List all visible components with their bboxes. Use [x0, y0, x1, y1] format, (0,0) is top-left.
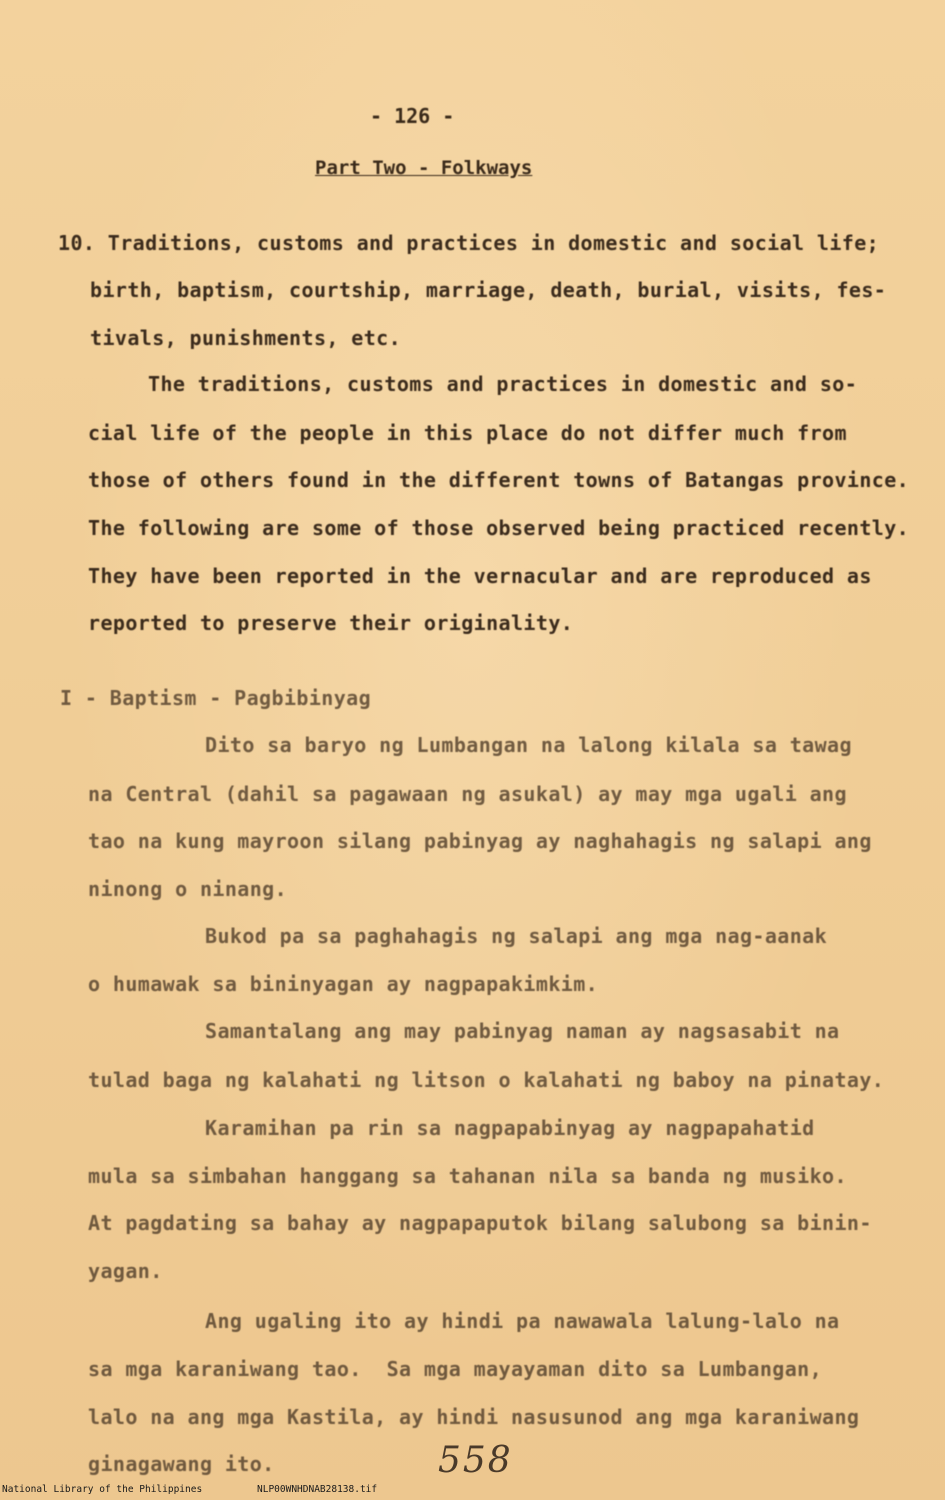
baptism-p5-line-2: sa mga karaniwang tao. Sa mga mayayaman dito sa Lumbangan,: [88, 1357, 823, 1381]
intro-line-3: those of others found in the different towns of Batangas province.: [88, 468, 910, 492]
intro-line-6: reported to preserve their originality.: [88, 611, 574, 635]
baptism-p5-line-4: ginagawang ito.: [88, 1452, 275, 1476]
baptism-p1-line-3: tao na kung mayroon silang pabinyag ay naghahagis ng salapi ang: [88, 829, 872, 853]
intro-line-4: The following are some of those observed being practiced recently.: [88, 516, 910, 540]
baptism-p4-line-4: yagan.: [88, 1259, 163, 1283]
baptism-p3-line-1: Samantalang ang may pabinyag naman ay nagsasabit na: [205, 1019, 840, 1043]
section-10-line-2: birth, baptism, courtship, marriage, death, burial, visits, fes-: [90, 278, 887, 302]
intro-line-5: They have been reported in the vernacular and are reproduced as: [88, 564, 872, 588]
intro-line-2: cial life of the people in this place do not differ much from: [88, 421, 847, 445]
baptism-p4-line-3: At pagdating sa bahay ay nagpapaputok bilang salubong sa binin-: [88, 1211, 872, 1235]
page-number: - 126 -: [370, 104, 455, 128]
baptism-p4-line-2: mula sa simbahan hanggang sa tahanan nila sa banda ng musiko.: [88, 1164, 847, 1188]
intro-line-1: The traditions, customs and practices in domestic and so-: [148, 372, 858, 396]
baptism-p5-line-3: lalo na ang mga Kastila, ay hindi nasusunod ang mga karaniwang: [88, 1405, 860, 1429]
section-10-line-1: 10. Traditions, customs and practices in domestic and social life;: [58, 231, 880, 255]
footer-library: National Library of the Philippines: [2, 1484, 203, 1495]
handwritten-folio-number: 558: [438, 1440, 513, 1481]
baptism-p3-line-2: tulad baga ng kalahati ng litson o kalahati ng baboy na pinatay.: [88, 1068, 885, 1092]
baptism-heading: I - Baptism - Pagbibinyag: [60, 686, 372, 710]
baptism-p5-line-1: Ang ugaling ito ay hindi pa nawawala lalung-lalo na: [205, 1309, 840, 1333]
baptism-p1-line-2: na Central (dahil sa pagawaan ng asukal) ay may mga ugali ang: [88, 782, 847, 806]
baptism-p2-line-1: Bukod pa sa paghahagis ng salapi ang mga nag-aanak: [205, 924, 828, 948]
baptism-p4-line-1: Karamihan pa rin sa nagpapabinyag ay nagpapahatid: [205, 1116, 815, 1140]
baptism-p2-line-2: o humawak sa bininyagan ay nagpapakimkim.: [88, 972, 599, 996]
section-10-line-3: tivals, punishments, etc.: [90, 326, 402, 350]
footer-filename: NLP00WNHDNAB28138.tif: [257, 1484, 378, 1495]
baptism-p1-line-1: Dito sa baryo ng Lumbangan na lalong kilala sa tawag: [205, 733, 852, 757]
part-title: Part Two - Folkways: [315, 157, 533, 179]
baptism-p1-line-4: ninong o ninang.: [88, 877, 288, 901]
